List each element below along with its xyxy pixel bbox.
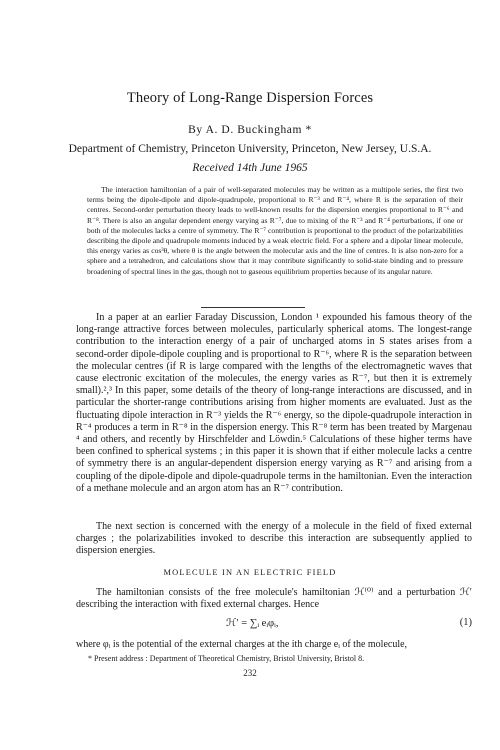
body-paragraph-3 [76, 587, 472, 611]
page-number: 232 [243, 668, 257, 678]
paragraph-1-text: In a paper at an earlier Faraday Discussion, London ¹ expounded his famous theory of the long-range attractive forces between molecules, particularly spherical atoms. The longest-range contribution to the interaction energy of a pair of uncharged atoms in S states arises from a second-order dipole-dipole coupling and is proportional to R⁻⁶, where R is the separation between the molecular centres (if R is large compared with the lengths of the electromagnetic waves that cause electronic excitation of the molecules, the energy varies as R⁻⁷, but then it is extremely small).²,³ In this paper, some details of the theory of long-range interactions are discussed, and in particular the shorter-range contributions arising from higher moments are evaluated. Just as the fluctuating dipole interaction in R⁻³ yields the R⁻⁶ energy, so the dipole-quadrupole interaction in R⁻⁴ produces a term in R⁻⁸ in the dispersion energy. This R⁻⁸ term has been treated by Margenau ⁴ and others, and recently by Hirschfelder and Löwdin.⁵ Calculations of these higher terms have been confined to spherical systems ; in this paper it is shown that if either molecule lacks a centre of symmetry there is an angular-dependent dispersion energy varying as R⁻⁷ and arising from a coupling of the dipole-dipole and dipole-quadrupole terms in the hamiltonian. Even the interaction of a methane molecule and an argon atom has an R⁻⁷ contribution. [76, 312, 472, 494]
author-line: By A. D. Buckingham * [188, 124, 312, 136]
abstract-text: The interaction hamiltonian of a pair of well-separated molecules may be written as a multipole series, the first two terms being the dipole-dipole and dipole-quadrupole, proportional to R⁻³ and R⁻⁴, where R is the separation of their centres. Second-order perturbation theory leads to well-known results for the dispersion energies proportional to R⁻⁶ and R⁻⁸. There is also an angular dependent energy varying as R⁻⁷, due to mixing of the R⁻³ and R⁻⁴ perturbations, if one or both of the molecules lacks a centre of symmetry. The R⁻⁷ contribution is proportional to the product of the polarizabilities describing the dipole and quadrupole moments induced by a weak electric field. For a sphere and a dipolar linear molecule, this energy varies as cos³θ, where θ is the angle between the molecular axis and the line of centres. It is also non-zero for a sphere and a tetrahedron, and calculations show that it may contribute significantly to solid-state binding and to pressure broadening of spectral lines in the gas, though not to gaseous equilibrium properties because of its angular nature. [87, 185, 463, 276]
body-paragraph-1 [76, 312, 472, 495]
affiliation: Department of Chemistry, Princeton University, Princeton, New Jersey, U.S.A. [68, 143, 432, 155]
footnote: * Present address : Department of Theoretical Chemistry, Bristol University, Bristol 8. [88, 654, 365, 663]
paper-title: Theory of Long-Range Dispersion Forces [126, 90, 374, 106]
paragraph-2-text: The next section is concerned with the energy of a molecule in the field of fixed external charges ; the polarizabilities invoked to describe this interaction are subsequently applied to dispersion energies. [76, 521, 472, 557]
equation-number: (1) [459, 617, 472, 628]
equation-1 [76, 617, 472, 633]
section-heading: MOLECULE IN AN ELECTRIC FIELD [163, 568, 337, 577]
equation-expression: ℋ′ = ∑ᵢ eᵢφᵢ, [226, 618, 279, 629]
received-date: Received 14th June 1965 [192, 162, 308, 174]
abstract-separator-rule [201, 307, 305, 308]
body-paragraph-4 [76, 639, 472, 651]
paragraph-4-text: where φᵢ is the potential of the external charges at the ith charge eᵢ of the molecule, [76, 639, 408, 650]
abstract [87, 185, 463, 277]
body-paragraph-2 [76, 521, 472, 558]
paragraph-3-text: The hamiltonian consists of the free molecule's hamiltonian ℋ⁽⁰⁾ and a perturbation ℋ′ describing the interaction with fixed external charges. Hence [76, 587, 472, 611]
